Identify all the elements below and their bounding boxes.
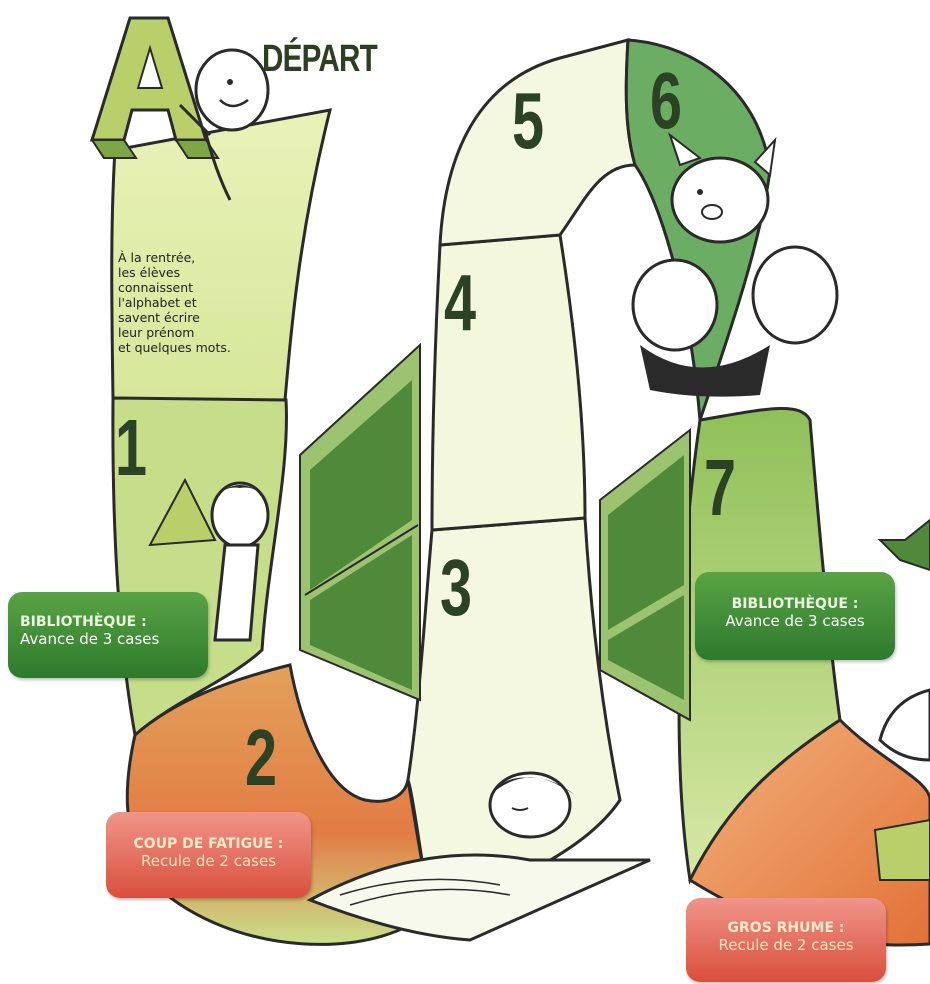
intro-line: leur prénom [118,325,195,340]
square-5-number: 5 [512,75,545,166]
card-title: BIBLIOTHÈQUE : [731,596,859,612]
intro-line: connaissent [118,280,194,295]
intro-line: et quelques mots. [118,340,231,355]
card-text: Recule de 2 cases [718,936,854,954]
card-text: Recule de 2 cases [140,852,277,870]
intro-line: les élèves [118,265,181,280]
gros-rhume-card [686,898,886,982]
bibliotheque-card-left [8,592,208,678]
square-6-number: 6 [650,55,683,146]
square-7-number: 7 [704,442,737,533]
square-3-number: 3 [440,542,473,633]
square-4-number: 4 [444,257,477,348]
square-2-number: 2 [245,712,278,803]
bibliotheque-card-right [695,572,895,660]
intro-line: l'alphabet et [118,295,197,310]
intro-line: À la rentrée, [118,250,196,265]
card-title: BIBLIOTHÈQUE : [20,614,147,630]
intro-line: savent écrire [118,310,200,325]
card-title: GROS RHUME : [727,920,845,936]
intro-text [118,250,278,355]
bookshelf-left [300,345,420,700]
depart-title: DÉPART [262,38,377,80]
card-text: Avance de 3 cases [725,612,865,630]
bookshelf-right [600,430,690,720]
coup-de-fatigue-card [106,812,311,898]
square-1-number: 1 [115,402,148,493]
card-text: Avance de 3 cases [20,630,160,648]
card-title: COUP DE FATIGUE : [133,836,284,852]
